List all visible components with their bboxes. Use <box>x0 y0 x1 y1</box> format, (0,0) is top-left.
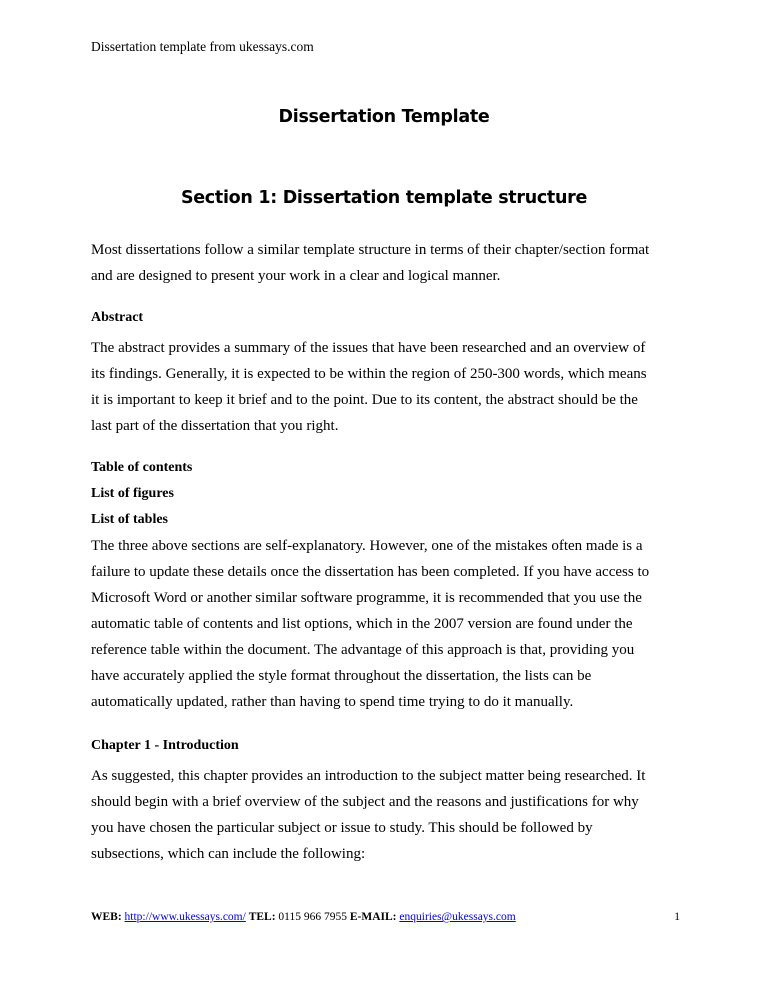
text-line: have accurately applied the style format throughout the dissertation, the lists can be <box>91 668 592 684</box>
section-title: Section 1: Dissertation template structure <box>180 188 588 208</box>
abstract-paragraph <box>91 335 691 439</box>
document-title: Dissertation Template <box>278 107 490 127</box>
toc-heading: Table of contents <box>91 460 193 475</box>
text-line: you have chosen the particular subject or issue to study. This should be followed by <box>91 820 593 836</box>
text-line: and are designed to present your work in a clear and logical manner. <box>91 268 501 284</box>
text-line: failure to update these details once the dissertation has been completed. If you have access to <box>91 564 650 580</box>
text-line: should begin with a brief overview of the subject and the reasons and justifications for why <box>91 794 639 810</box>
page-footer <box>91 909 691 925</box>
page-number: 1 <box>674 911 680 923</box>
text-line: As suggested, this chapter provides an introduction to the subject matter being researched. It <box>91 768 646 784</box>
website-link[interactable]: http://www.ukessays.com/ <box>124 911 246 923</box>
chapter-1-heading: Chapter 1 - Introduction <box>91 738 239 753</box>
document-body <box>91 237 691 867</box>
text-line: The abstract provides a summary of the issues that have been researched and an overview of <box>91 340 646 356</box>
web-label: WEB: <box>91 911 122 923</box>
text-line: subsections, which can include the following: <box>91 846 366 862</box>
list-of-figures-heading: List of figures <box>91 486 174 501</box>
chapter-1-paragraph <box>91 763 691 867</box>
telephone-number: 0115 966 7955 <box>278 911 347 923</box>
list-of-tables-heading: List of tables <box>91 512 168 527</box>
text-line: reference table within the document. The advantage of this approach is that, providing you <box>91 642 635 658</box>
abstract-heading: Abstract <box>91 310 144 325</box>
text-line: Most dissertations follow a similar template structure in terms of their chapter/section format <box>91 242 650 258</box>
text-line: automatic table of contents and list options, which in the 2007 version are found under the <box>91 616 633 632</box>
lists-paragraph <box>91 533 691 715</box>
text-line: The three above sections are self-explanatory. However, one of the mistakes often made is a <box>91 538 643 554</box>
text-line: it is important to keep it brief and to the point. Due to its content, the abstract should be the <box>91 392 638 408</box>
tel-label: TEL: <box>248 911 276 923</box>
text-line: Microsoft Word or another similar software programme, it is recommended that you use the <box>91 590 642 606</box>
email-link[interactable]: enquiries@ukessays.com <box>399 911 516 923</box>
text-line: automatically updated, rather than having to spend time trying to do it manually. <box>91 694 574 710</box>
page-header: Dissertation template from ukessays.com <box>91 39 314 54</box>
intro-paragraph <box>91 237 691 289</box>
email-label: E-MAIL: <box>349 911 397 923</box>
text-line: last part of the dissertation that you right. <box>91 418 339 434</box>
text-line: its findings. Generally, it is expected to be within the region of 250-300 words, which means <box>91 366 647 382</box>
